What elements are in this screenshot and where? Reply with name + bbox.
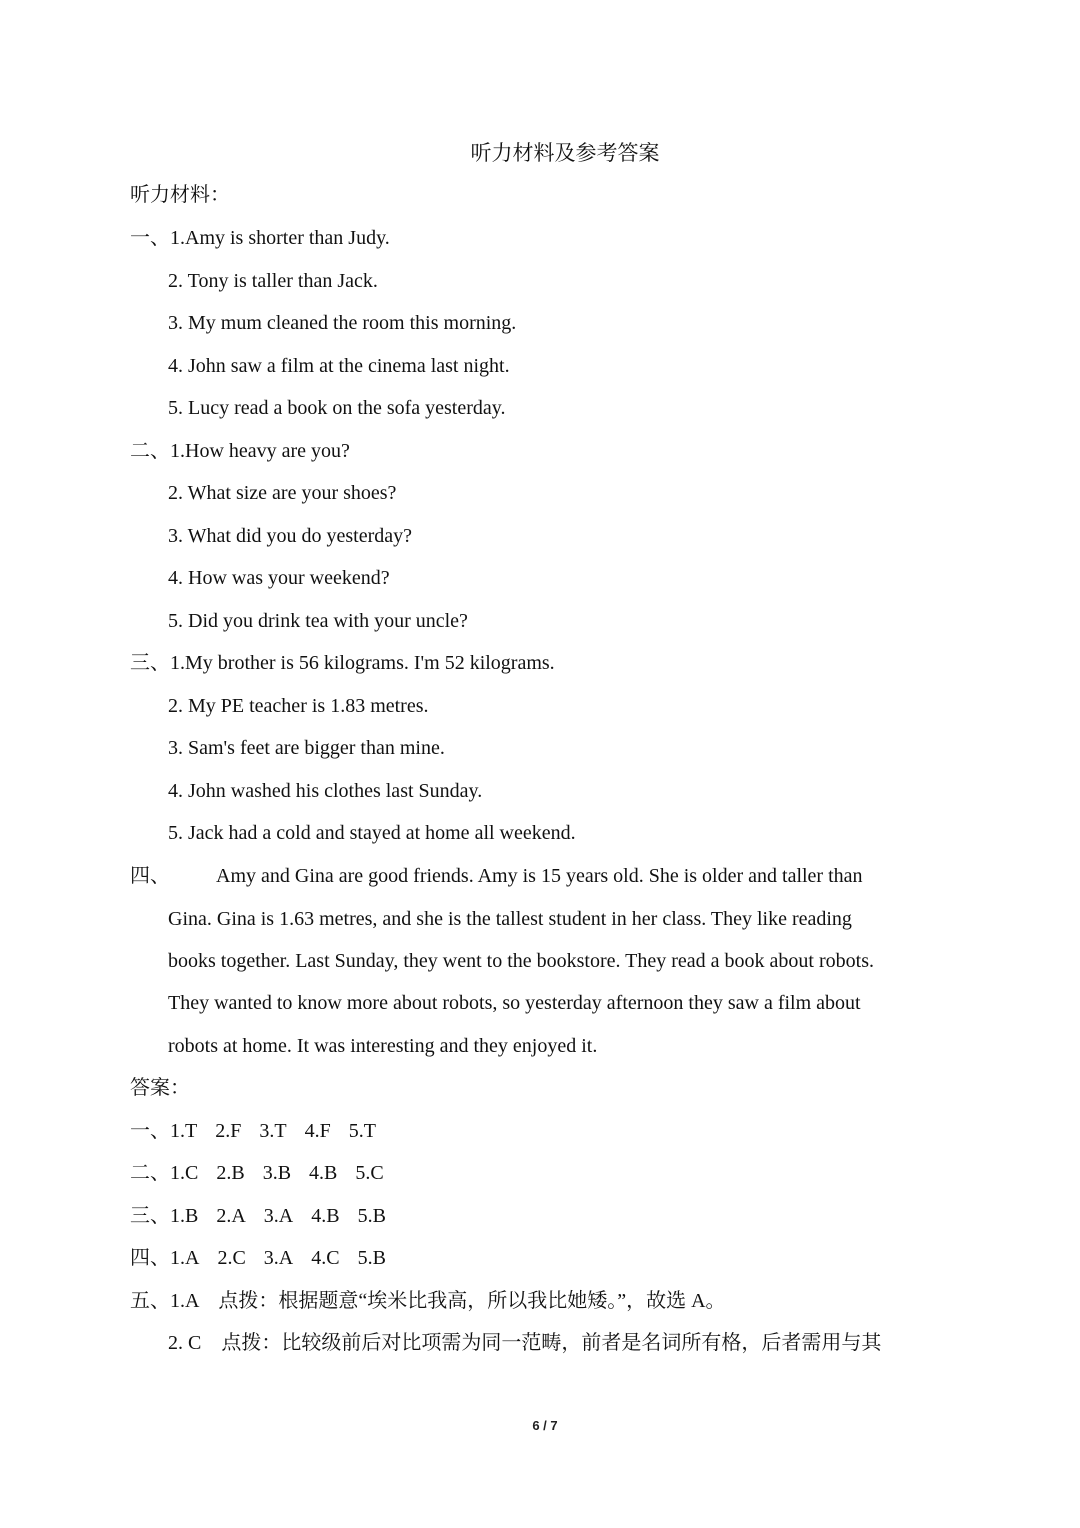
answer-row bbox=[130, 1160, 402, 1186]
passage-line: They wanted to know more about robots, so yesterday afternoon they saw a film about bbox=[168, 992, 861, 1014]
answer-item: 3.B bbox=[262, 1162, 292, 1184]
listening-text: 1.My brother is 56 kilograms. I'm 52 kilograms. bbox=[170, 652, 555, 674]
passage-line: books together. Last Sunday, they went to the bookstore. They read a book about robots. bbox=[168, 950, 874, 972]
passage-line: Amy and Gina are good friends. Amy is 15 years old. She is older and taller than bbox=[216, 865, 863, 887]
section-marker: 三、 bbox=[130, 1205, 170, 1227]
section-marker: 四、 bbox=[130, 865, 170, 887]
listening-item: 2. My PE teacher is 1.83 metres. bbox=[168, 695, 429, 717]
answer-item: 4.C bbox=[311, 1247, 340, 1269]
listening-item: 2. Tony is taller than Jack. bbox=[168, 270, 378, 292]
answer-item: 1.T bbox=[170, 1120, 198, 1142]
answer-item: 3.A bbox=[263, 1205, 294, 1227]
answer-item: 2.F bbox=[215, 1120, 242, 1142]
listening-item: 3. What did you do yesterday? bbox=[168, 525, 413, 547]
answer-item: 5.C bbox=[355, 1162, 384, 1184]
passage-line: Gina. Gina is 1.63 metres, and she is the tallest student in her class. They like reading bbox=[168, 908, 852, 930]
answer-item: 3.T bbox=[259, 1120, 287, 1142]
listening-item: 4. John saw a film at the cinema last night. bbox=[168, 355, 510, 377]
section-marker: 四、 bbox=[130, 1247, 170, 1269]
section-marker: 一、 bbox=[130, 1120, 170, 1142]
answer-item: 2.A bbox=[216, 1205, 246, 1227]
section-marker: 二、 bbox=[130, 1162, 170, 1184]
listening-item: 4. John washed his clothes last Sunday. bbox=[168, 780, 483, 802]
listening-item: 3. My mum cleaned the room this morning. bbox=[168, 312, 517, 334]
listening-text: 1.How heavy are you? bbox=[170, 440, 350, 462]
listening-item bbox=[130, 225, 390, 251]
answer-item: 5.T bbox=[348, 1120, 376, 1142]
answer-item: 2.C bbox=[217, 1247, 246, 1269]
passage-line: robots at home. It was interesting and they enjoyed it. bbox=[168, 1035, 598, 1057]
answer-row bbox=[130, 1118, 394, 1144]
section-marker: 三、 bbox=[130, 652, 170, 674]
explanation-line: 2. C 点拨：比较级前后对比项需为同一范畴，前者是名词所有格，后者需用与其 bbox=[168, 1332, 882, 1354]
answer-item: 3.A bbox=[263, 1247, 294, 1269]
section-marker: 二、 bbox=[130, 440, 170, 462]
listening-item: 3. Sam's feet are bigger than mine. bbox=[168, 737, 445, 759]
answers-heading: 答案： bbox=[130, 1077, 190, 1099]
answer-item: 5.B bbox=[357, 1247, 386, 1269]
answer-item: 1.A bbox=[170, 1247, 200, 1269]
answer-item: 4.B bbox=[309, 1162, 338, 1184]
answer-item: 1.B bbox=[170, 1205, 199, 1227]
listening-heading: 听力材料： bbox=[130, 184, 230, 206]
listening-item: 4. How was your weekend? bbox=[168, 567, 390, 589]
answer-item: 4.F bbox=[304, 1120, 331, 1142]
listening-item bbox=[130, 438, 350, 464]
listening-item: 5. Lucy read a book on the sofa yesterday. bbox=[168, 397, 506, 419]
answer-item: 4.B bbox=[311, 1205, 340, 1227]
listening-item: 5. Jack had a cold and stayed at home all weekend. bbox=[168, 822, 576, 844]
answer-item: 5.B bbox=[357, 1205, 386, 1227]
page-title: 听力材料及参考答案 bbox=[470, 141, 660, 165]
explanation-text: 1.A 点拨：根据题意“埃米比我高，所以我比她矮。”，故选 A。 bbox=[170, 1290, 726, 1312]
page-number: 6 / 7 bbox=[532, 1418, 558, 1433]
section-marker: 一、 bbox=[130, 227, 170, 249]
listening-item: 5. Did you drink tea with your uncle? bbox=[168, 610, 468, 632]
answer-item: 2.B bbox=[216, 1162, 245, 1184]
answer-row bbox=[130, 1203, 404, 1229]
listening-item bbox=[130, 650, 555, 676]
explanation-line bbox=[130, 1288, 726, 1314]
answer-row bbox=[130, 1245, 404, 1271]
listening-item: 2. What size are your shoes? bbox=[168, 482, 397, 504]
answer-item: 1.C bbox=[170, 1162, 199, 1184]
section-marker: 五、 bbox=[130, 1290, 170, 1312]
listening-text: 1.Amy is shorter than Judy. bbox=[170, 227, 390, 249]
